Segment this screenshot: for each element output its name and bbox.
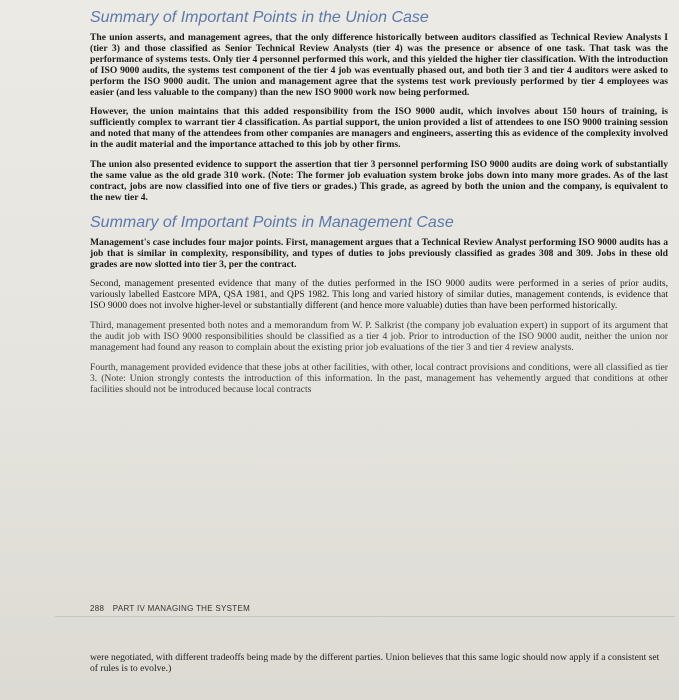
union-paragraph-2: However, the union maintains that this added responsibility from the ISO 9000 audit, which involves about 150 hours of training, is sufficiently complex to warrant tier 4 classification. As partial support, the union provided a list of attendees to one ISO 9000 training session and noted that many of the attendees from other companies are managers and engineers, asserting this as evidence of the complexity involved in the audit material and the importance attached to this job by other firms. [90,106,668,151]
continuation-paragraph: were negotiated, with different tradeoffs being made by the different parties. Union believes that this same logic should now apply if a consistent set of rules is to evolve.) [90,652,660,674]
union-case-heading: Summary of Important Points in the Union Case [90,9,429,26]
management-paragraph-3: Third, management presented both notes and a memorandum from W. P. Salkrist (the company job evaluation expert) in support of its argument that the audit job with ISO 9000 responsibilities should be classified as a tier 4 job. Prior to introduction of the ISO 9000 audit, neither the union nor management had found any reason to complain about the existing prior job evaluations of the tier 3 and tier 4 review analysts. [90,320,668,353]
management-paragraph-2: Second, management presented evidence that many of the duties performed in the ISO 9000 audits were performed in a series of prior audits, variously labelled Eastcore MPA, QSA 1981, and QPS 1982. This long and varied history of similar duties, management contends, is evidence that ISO 9000 does not involve higher-level or substantially different (and hence more valuable) duties than have been performed historically. [90,278,668,312]
management-paragraph-4: Fourth, management provided evidence that these jobs at other facilities, with other, local contract provisions and conditions, were all classified as tier 3. (Note: Union strongly contests the introduction of this information. In the past, management has vehemently argued that conditions at other facilities should not be introduced because local contracts [90,361,668,395]
management-case-heading: Summary of Important Points in Management Case [90,213,454,231]
management-paragraph-1: Management's case includes four major points. First, management argues that a Technical Review Analyst performing ISO 9000 audits has a job that is similar in complexity, responsibility, and types of duties to jobs previously classified as grades 308 and 309. Jobs in these old grades are now slotted into tier 3, per the contract. [90,236,668,270]
union-paragraph-1: The union asserts, and management agrees, that the only difference historically between auditors classified as Technical Review Analysts I (tier 3) and those classified as Senior Technical Review Analysts (tier 4) was the presence or absence of one task. That task was the performance of systems tests. Only tier 4 personnel performed this work, and this yielded the higher tier classification. With the introduction of ISO 9000 audits, the systems test component of the tier 4 job was eventually phased out, and both tier 3 and tier 4 auditors were asked to perform the ISO 9000 audit. The union and management agree that the systems test work previously performed by tier 4 employees was easier (and less valuable to the company) than the new ISO 9000 work now being performed. [90,32,668,98]
union-paragraph-3: The union also presented evidence to support the assertion that tier 3 personnel performing ISO 9000 audits are doing work of substantially the same value as the old grade 310 work. (Note: The former job evaluation system broke jobs down into many more grades. As of the last contract, jobs are now classified into one of five tiers or grades.) This grade, as agreed by both the union and the company, is equivalent to the new tier 4. [90,159,668,203]
page-number: 288 [90,604,105,613]
page-content [90,8,668,405]
running-head: PART IV MANAGING THE SYSTEM [112,604,251,613]
page-footer [90,604,668,613]
footer-divider [55,616,675,617]
